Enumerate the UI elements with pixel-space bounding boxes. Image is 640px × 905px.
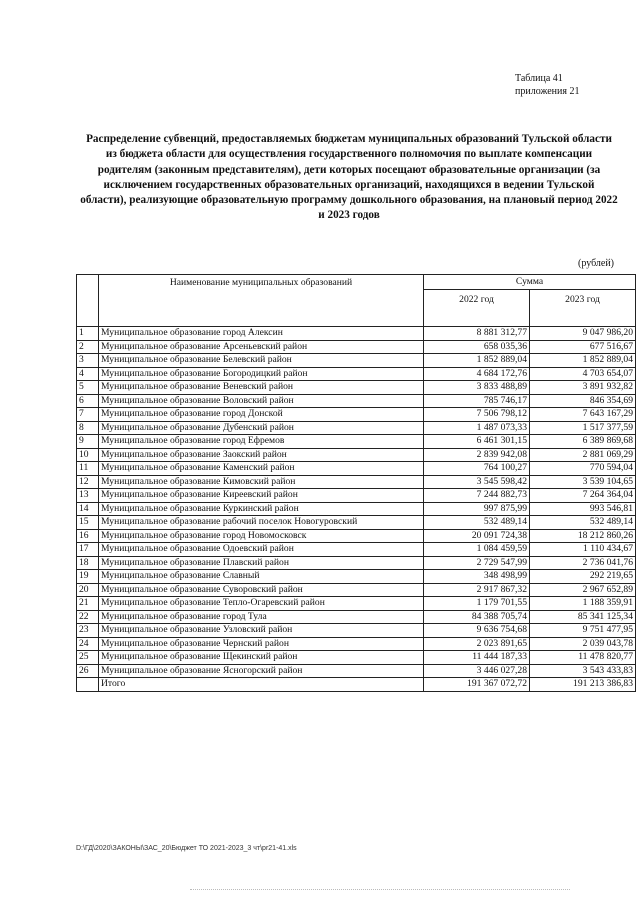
amount-2022: 7 244 882,73 — [424, 489, 530, 503]
row-number: 26 — [77, 664, 99, 678]
row-number: 23 — [77, 624, 99, 638]
amount-2022: 20 091 724,38 — [424, 529, 530, 543]
amount-2022: 785 746,17 — [424, 394, 530, 408]
row-number: 11 — [77, 462, 99, 476]
amount-2023: 3 543 433,83 — [530, 664, 636, 678]
amount-2022: 3 545 598,42 — [424, 475, 530, 489]
municipality-name: Муниципальное образование Плавский район — [99, 556, 424, 570]
table-row — [77, 381, 636, 395]
amount-2023: 7 643 167,29 — [530, 408, 636, 422]
amount-2023: 4 703 654,07 — [530, 367, 636, 381]
amount-2023: 2 039 043,78 — [530, 637, 636, 651]
table-row — [77, 394, 636, 408]
table-number: Таблица 41 — [515, 73, 563, 84]
amount-2022: 9 636 754,68 — [424, 624, 530, 638]
amount-2022: 532 489,14 — [424, 516, 530, 530]
amount-2022: 84 388 705,74 — [424, 610, 530, 624]
amount-2023: 2 967 652,89 — [530, 583, 636, 597]
appendix-number: приложения 21 — [515, 86, 580, 97]
amount-2023: 1 110 434,67 — [530, 543, 636, 557]
amount-2023: 677 516,67 — [530, 340, 636, 354]
table-row — [77, 570, 636, 584]
row-number: 17 — [77, 543, 99, 557]
row-number: 21 — [77, 597, 99, 611]
municipality-name: Муниципальное образование Узловский район — [99, 624, 424, 638]
amount-2023: 3 539 104,65 — [530, 475, 636, 489]
amount-2023: 770 594,04 — [530, 462, 636, 476]
header-name: Наименование муниципальных образований — [99, 275, 424, 327]
row-number: 4 — [77, 367, 99, 381]
table-row — [77, 529, 636, 543]
municipality-name: Муниципальное образование Белевский район — [99, 354, 424, 368]
table-row — [77, 340, 636, 354]
amount-2023: 1 852 889,04 — [530, 354, 636, 368]
amount-2022: 1 084 459,59 — [424, 543, 530, 557]
header-2023: 2023 год — [530, 290, 636, 327]
table-row — [77, 651, 636, 665]
municipality-name: Муниципальное образование Куркинский район — [99, 502, 424, 516]
table-row — [77, 354, 636, 368]
table-row — [77, 664, 636, 678]
row-number: 14 — [77, 502, 99, 516]
municipality-name: Муниципальное образование Щекинский район — [99, 651, 424, 665]
table-row — [77, 462, 636, 476]
municipality-name: Муниципальное образование город Новомосковск — [99, 529, 424, 543]
total-2022: 191 367 072,72 — [424, 678, 530, 692]
amount-2022: 4 684 172,76 — [424, 367, 530, 381]
table-row — [77, 597, 636, 611]
table-body — [77, 327, 636, 678]
amount-2022: 6 461 301,15 — [424, 435, 530, 449]
total-label: Итого — [99, 678, 424, 692]
table-row — [77, 610, 636, 624]
row-number: 22 — [77, 610, 99, 624]
table-row — [77, 367, 636, 381]
subvention-table — [76, 274, 636, 692]
row-number: 5 — [77, 381, 99, 395]
table-row — [77, 502, 636, 516]
amount-2022: 2 839 942,08 — [424, 448, 530, 462]
municipality-name: Муниципальное образование Одоевский район — [99, 543, 424, 557]
amount-2022: 11 444 187,33 — [424, 651, 530, 665]
amount-2023: 846 354,69 — [530, 394, 636, 408]
municipality-name: Муниципальное образование Заокский район — [99, 448, 424, 462]
total-2023: 191 213 386,83 — [530, 678, 636, 692]
municipality-name: Муниципальное образование Суворовский район — [99, 583, 424, 597]
table-row — [77, 475, 636, 489]
document-title: Распределение субвенций, предоставляемых бюджетам муниципальных образований Тульской области из бюджета области для осуществления государственного полномочия по выплате компенсации родителям (законным представителям), дети которых посещают образовательные организации (за исключением государственных образовательных организаций, находящихся в ведении Тульской области), реализующие образовательную программу дошкольного образования, на плановый период 2022 и 2023 годов — [80, 133, 618, 222]
amount-2023: 532 489,14 — [530, 516, 636, 530]
municipality-name: Муниципальное образование Богородицкий район — [99, 367, 424, 381]
row-number: 19 — [77, 570, 99, 584]
table-row — [77, 421, 636, 435]
row-number: 9 — [77, 435, 99, 449]
municipality-name: Муниципальное образование Веневский район — [99, 381, 424, 395]
row-number: 6 — [77, 394, 99, 408]
row-number: 7 — [77, 408, 99, 422]
row-number: 13 — [77, 489, 99, 503]
municipality-name: Муниципальное образование Кимовский район — [99, 475, 424, 489]
municipality-name: Муниципальное образование Ясногорский район — [99, 664, 424, 678]
municipality-name: Муниципальное образование Чернский район — [99, 637, 424, 651]
table-row — [77, 556, 636, 570]
table-row — [77, 624, 636, 638]
municipality-name: Муниципальное образование город Алексин — [99, 327, 424, 341]
row-number: 12 — [77, 475, 99, 489]
municipality-name: Муниципальное образование рабочий поселок Новогуровский — [99, 516, 424, 530]
municipality-name: Муниципальное образование Дубенский район — [99, 421, 424, 435]
header-2022: 2022 год — [424, 290, 530, 327]
amount-2023: 9 751 477,95 — [530, 624, 636, 638]
total-row — [77, 678, 636, 692]
row-number: 2 — [77, 340, 99, 354]
municipality-name: Муниципальное образование город Ефремов — [99, 435, 424, 449]
amount-2022: 658 035,36 — [424, 340, 530, 354]
amount-2022: 8 881 312,77 — [424, 327, 530, 341]
municipality-name: Муниципальное образование Киреевский район — [99, 489, 424, 503]
amount-2023: 2 881 069,29 — [530, 448, 636, 462]
municipality-name: Муниципальное образование Арсеньевский район — [99, 340, 424, 354]
total-number-cell — [77, 678, 99, 692]
amount-2022: 3 833 488,89 — [424, 381, 530, 395]
amount-2022: 1 852 889,04 — [424, 354, 530, 368]
municipality-name: Муниципальное образование город Тула — [99, 610, 424, 624]
row-number: 15 — [77, 516, 99, 530]
table-row — [77, 583, 636, 597]
municipality-name: Муниципальное образование город Донской — [99, 408, 424, 422]
table-row — [77, 516, 636, 530]
amount-2023: 85 341 125,34 — [530, 610, 636, 624]
table-row — [77, 435, 636, 449]
amount-2022: 997 875,99 — [424, 502, 530, 516]
amount-2023: 7 264 364,04 — [530, 489, 636, 503]
amount-2023: 6 389 869,68 — [530, 435, 636, 449]
amount-2022: 3 446 027,28 — [424, 664, 530, 678]
amount-2022: 2 729 547,99 — [424, 556, 530, 570]
municipality-name: Муниципальное образование Славный — [99, 570, 424, 584]
amount-2023: 9 047 986,20 — [530, 327, 636, 341]
table-row — [77, 489, 636, 503]
row-number: 20 — [77, 583, 99, 597]
row-number: 18 — [77, 556, 99, 570]
scan-artifact-line — [190, 889, 570, 890]
table-row — [77, 327, 636, 341]
header-number-cell — [77, 275, 99, 327]
amount-2023: 3 891 932,82 — [530, 381, 636, 395]
document-reference — [515, 72, 579, 98]
table-row — [77, 543, 636, 557]
table-row — [77, 637, 636, 651]
amount-2022: 2 023 891,65 — [424, 637, 530, 651]
units-label: (рублей) — [578, 258, 615, 269]
table-row — [77, 448, 636, 462]
amount-2023: 292 219,65 — [530, 570, 636, 584]
table-row — [77, 408, 636, 422]
row-number: 3 — [77, 354, 99, 368]
amount-2022: 1 179 701,55 — [424, 597, 530, 611]
amount-2022: 348 498,99 — [424, 570, 530, 584]
amount-2022: 764 100,27 — [424, 462, 530, 476]
header-sum: Сумма — [424, 275, 636, 290]
amount-2022: 2 917 867,32 — [424, 583, 530, 597]
file-path: D:\ГД\2020\ЗАКОНЫ\ЗАС_20\Бюджет ТО 2021-2023_3 чт\pr21-41.xls — [76, 845, 297, 852]
amount-2023: 18 212 860,26 — [530, 529, 636, 543]
row-number: 1 — [77, 327, 99, 341]
amount-2023: 1 188 359,91 — [530, 597, 636, 611]
municipality-name: Муниципальное образование Каменский район — [99, 462, 424, 476]
row-number: 16 — [77, 529, 99, 543]
amount-2023: 1 517 377,59 — [530, 421, 636, 435]
amount-2023: 993 546,81 — [530, 502, 636, 516]
row-number: 8 — [77, 421, 99, 435]
row-number: 24 — [77, 637, 99, 651]
amount-2022: 7 506 798,12 — [424, 408, 530, 422]
amount-2023: 11 478 820,77 — [530, 651, 636, 665]
amount-2022: 1 487 073,33 — [424, 421, 530, 435]
amount-2023: 2 736 041,76 — [530, 556, 636, 570]
row-number: 10 — [77, 448, 99, 462]
municipality-name: Муниципальное образование Тепло-Огаревский район — [99, 597, 424, 611]
municipality-name: Муниципальное образование Воловский район — [99, 394, 424, 408]
row-number: 25 — [77, 651, 99, 665]
